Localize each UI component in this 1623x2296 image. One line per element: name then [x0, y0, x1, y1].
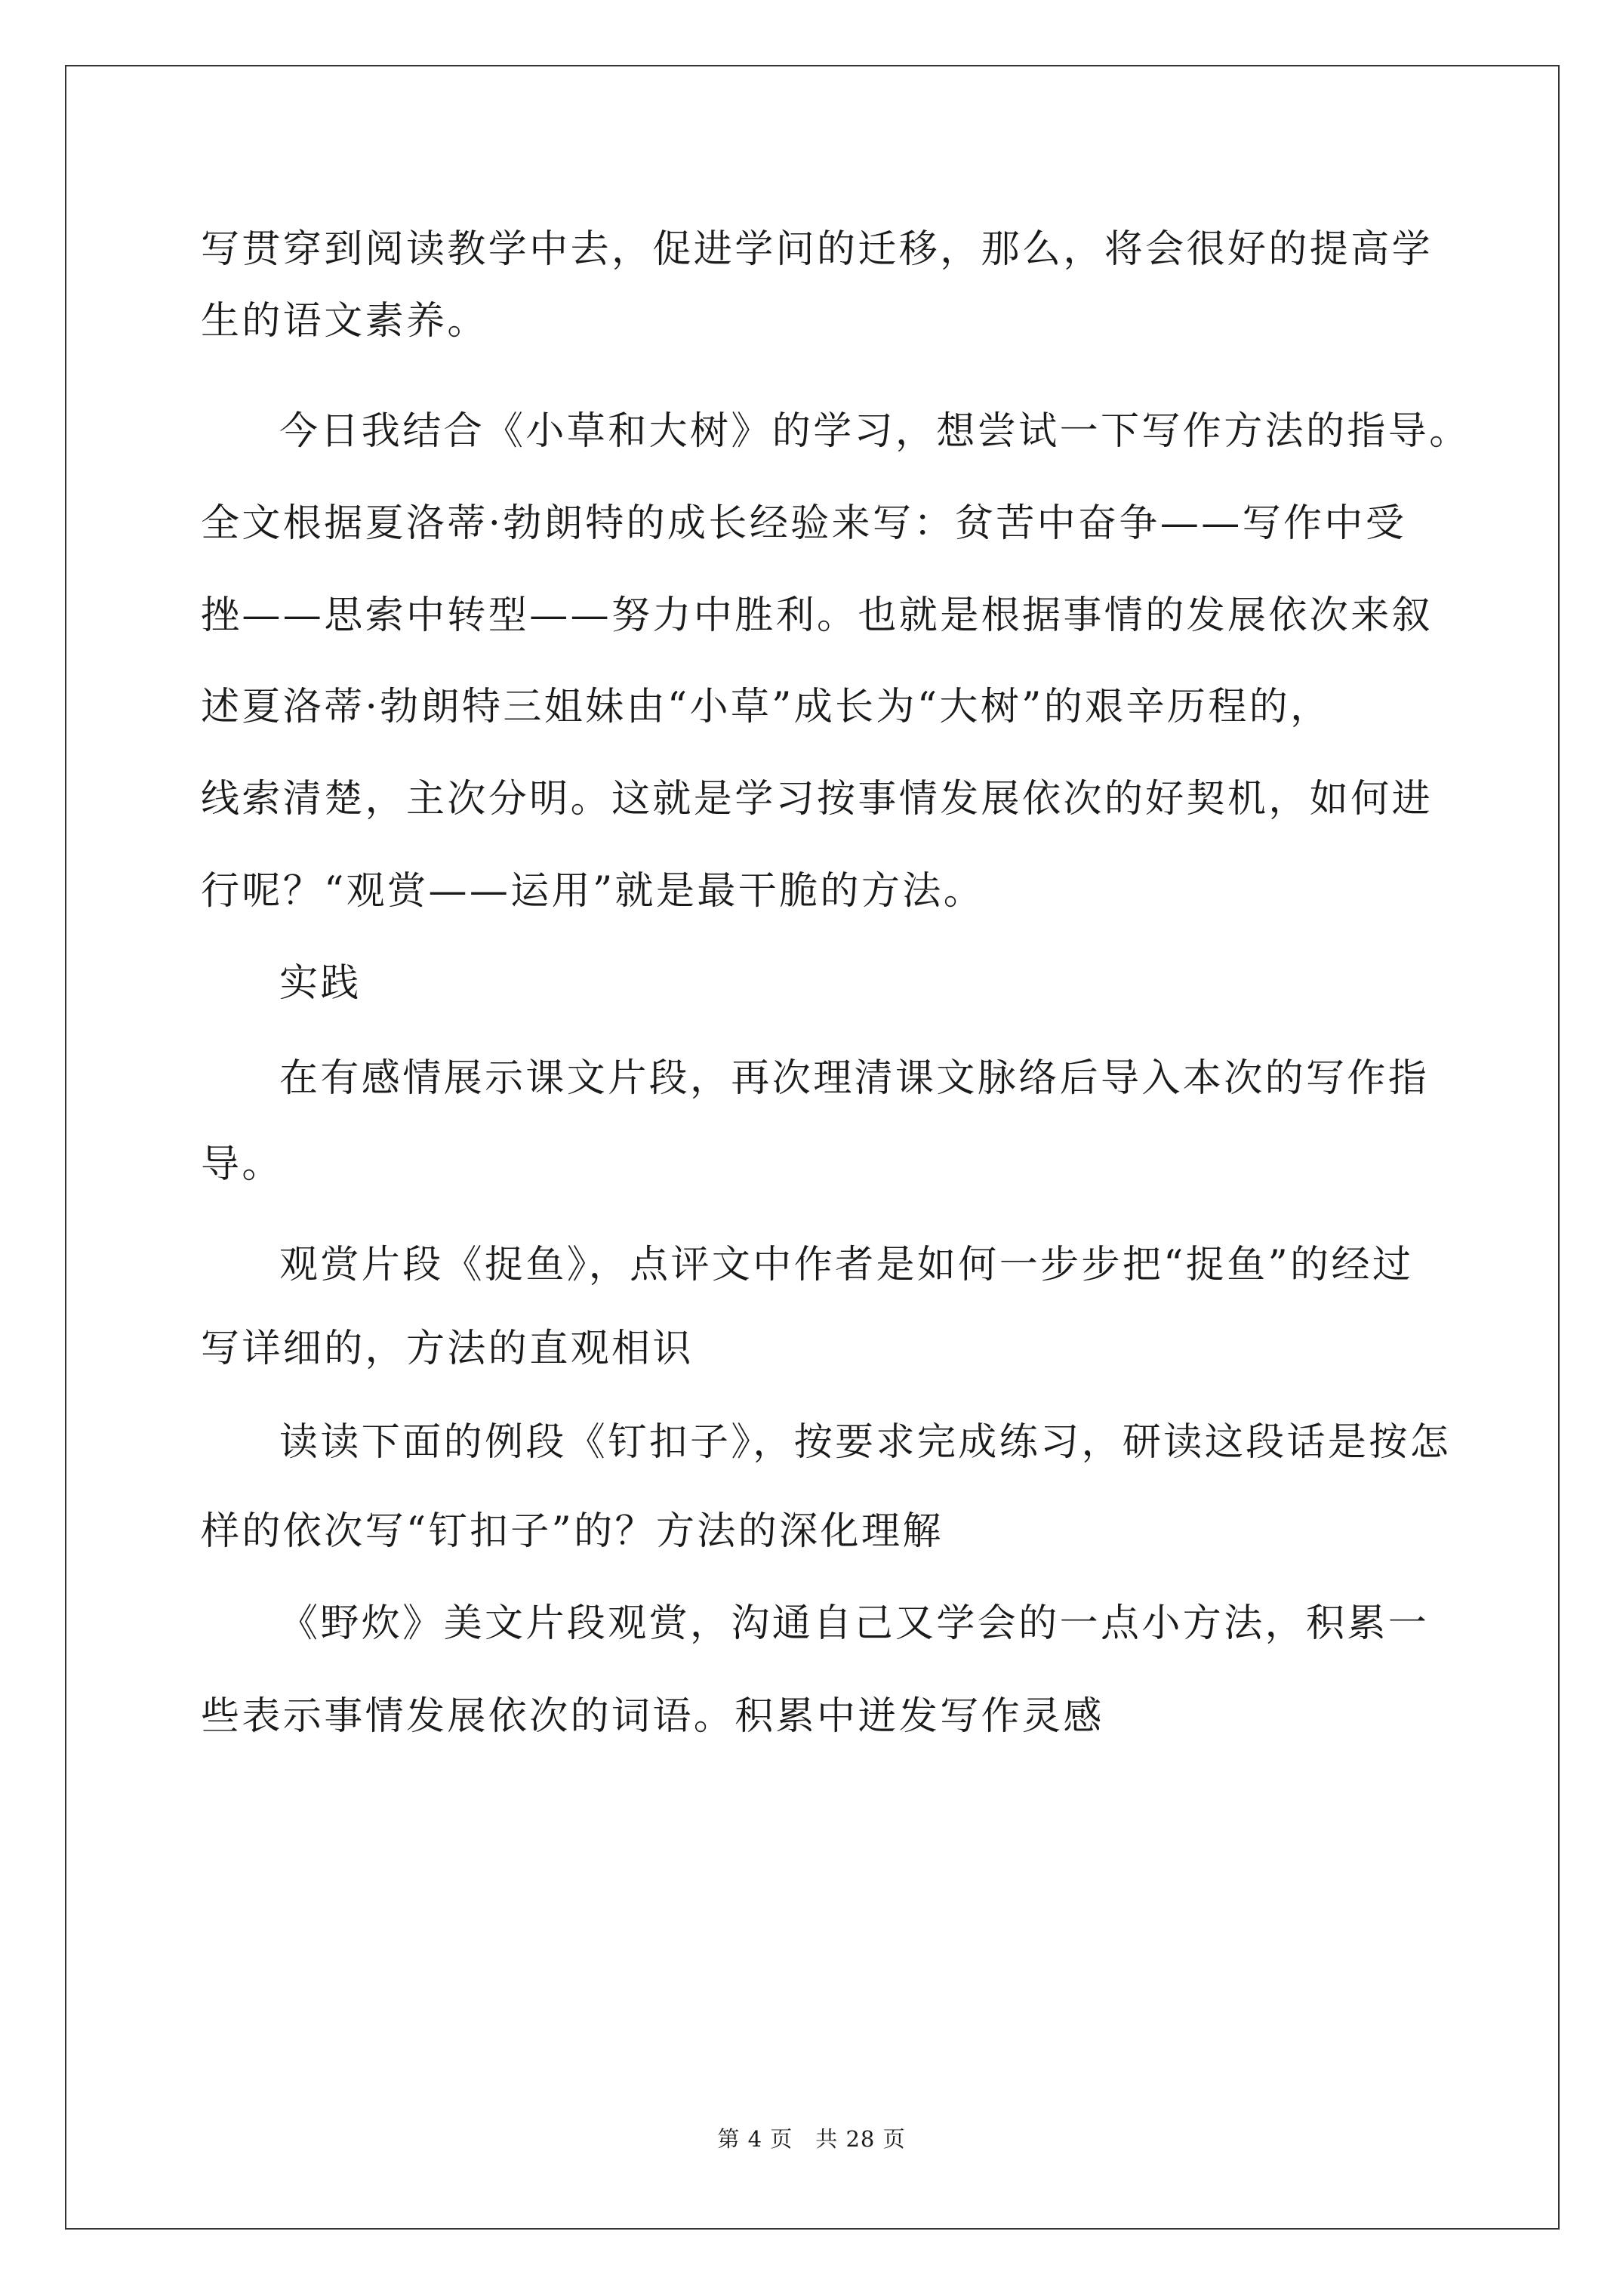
- text-line: 全文根据夏洛蒂·勃朗特的成长经验来写：贫苦中奋争——写作中受: [201, 501, 1407, 546]
- text-line: 生的语文素养。: [201, 299, 488, 344]
- text-line: 写详细的，方法的直观相识: [201, 1327, 694, 1371]
- text-line: 今日我结合《小草和大树》的学习，想尝试一下写作方法的指导。: [279, 409, 1471, 454]
- text-line: 读读下面的例段《钉扣子》，按要求完成练习，研读这段话是按怎: [279, 1420, 1452, 1465]
- page-frame: [65, 65, 1560, 2230]
- text-line: 些表示事情发展依次的词语。积累中迸发写作灵感: [201, 1694, 1104, 1739]
- text-line: 导。: [201, 1142, 283, 1187]
- text-line: 在有感情展示课文片段，再次理清课文脉络后导入本次的写作指: [279, 1056, 1430, 1101]
- text-line: 写贯穿到阅读教学中去，促进学问的迁移，那么，将会很好的提高学: [201, 227, 1434, 272]
- text-line: 挫——思索中转型——努力中胜利。也就是根据事情的发展依次来叙: [201, 593, 1434, 638]
- text-line: 《野炊》美文片段观赏，沟通自己又学会的一点小方法，积累一: [279, 1601, 1430, 1646]
- text-line: 观赏片段《捉鱼》，点评文中作者是如何一步步把“捉鱼”的经过: [279, 1243, 1414, 1287]
- text-line: 实践: [279, 961, 362, 1006]
- text-line: 线索清楚，主次分明。这就是学习按事情发展依次的好契机，如何进: [201, 777, 1434, 821]
- page-number-footer: 第 4 页 共 28 页: [717, 2126, 906, 2152]
- text-line: 行呢？“观赏——运用”就是最干脆的方法。: [201, 869, 985, 914]
- text-line: 述夏洛蒂·勃朗特三姐妹由“小草”成长为“大树”的艰辛历程的，: [201, 685, 1332, 729]
- text-line: 样的依次写“钉扣子”的？方法的深化理解: [201, 1509, 944, 1554]
